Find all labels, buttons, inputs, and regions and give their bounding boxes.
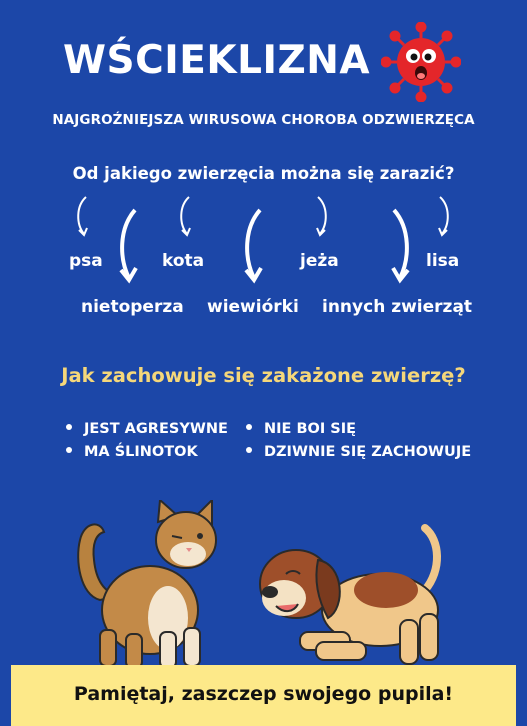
animal-hedgehog: jeża — [300, 251, 339, 271]
poster-title: WŚCIEKLIZNA — [63, 38, 371, 83]
behavior-item: NIE BOI SIĘ — [246, 421, 356, 437]
behavior-item: MA ŚLINOTOK — [66, 444, 198, 460]
arrow-icon — [72, 194, 96, 240]
virus-icon — [381, 22, 461, 102]
arrow-icon — [175, 194, 199, 240]
animal-fox: lisa — [426, 251, 460, 271]
animal-dog: psa — [69, 251, 103, 271]
arrow-icon — [384, 206, 414, 286]
arrow-icon — [430, 194, 454, 240]
behavior-question: Jak zachowuje się zakażone zwierzę? — [61, 364, 466, 387]
arrow-icon — [308, 194, 332, 240]
animal-cat: kota — [162, 251, 205, 271]
footer-banner — [11, 665, 516, 726]
arrow-icon — [115, 206, 145, 286]
behavior-item: DZIWNIE SIĘ ZACHOWUJE — [246, 444, 471, 460]
poster-subtitle: NAJGROŹNIEJSZA WIRUSOWA CHOROBA ODZWIERZĘCA — [52, 112, 475, 128]
animal-bat: nietoperza — [81, 297, 184, 317]
animal-others: innych zwierząt — [322, 297, 473, 317]
dog-illustration — [260, 528, 438, 664]
footer-text: Pamiętaj, zaszczep swojego pupila! — [73, 683, 454, 705]
animal-squirrel: wiewiórki — [207, 297, 299, 317]
infection-question: Od jakiego zwierzęcia można się zarazić? — [72, 164, 455, 183]
behavior-item: JEST AGRESYWNE — [66, 421, 228, 437]
arrow-icon — [240, 206, 270, 286]
pets-illustration — [0, 500, 527, 670]
cat-illustration — [78, 500, 216, 668]
